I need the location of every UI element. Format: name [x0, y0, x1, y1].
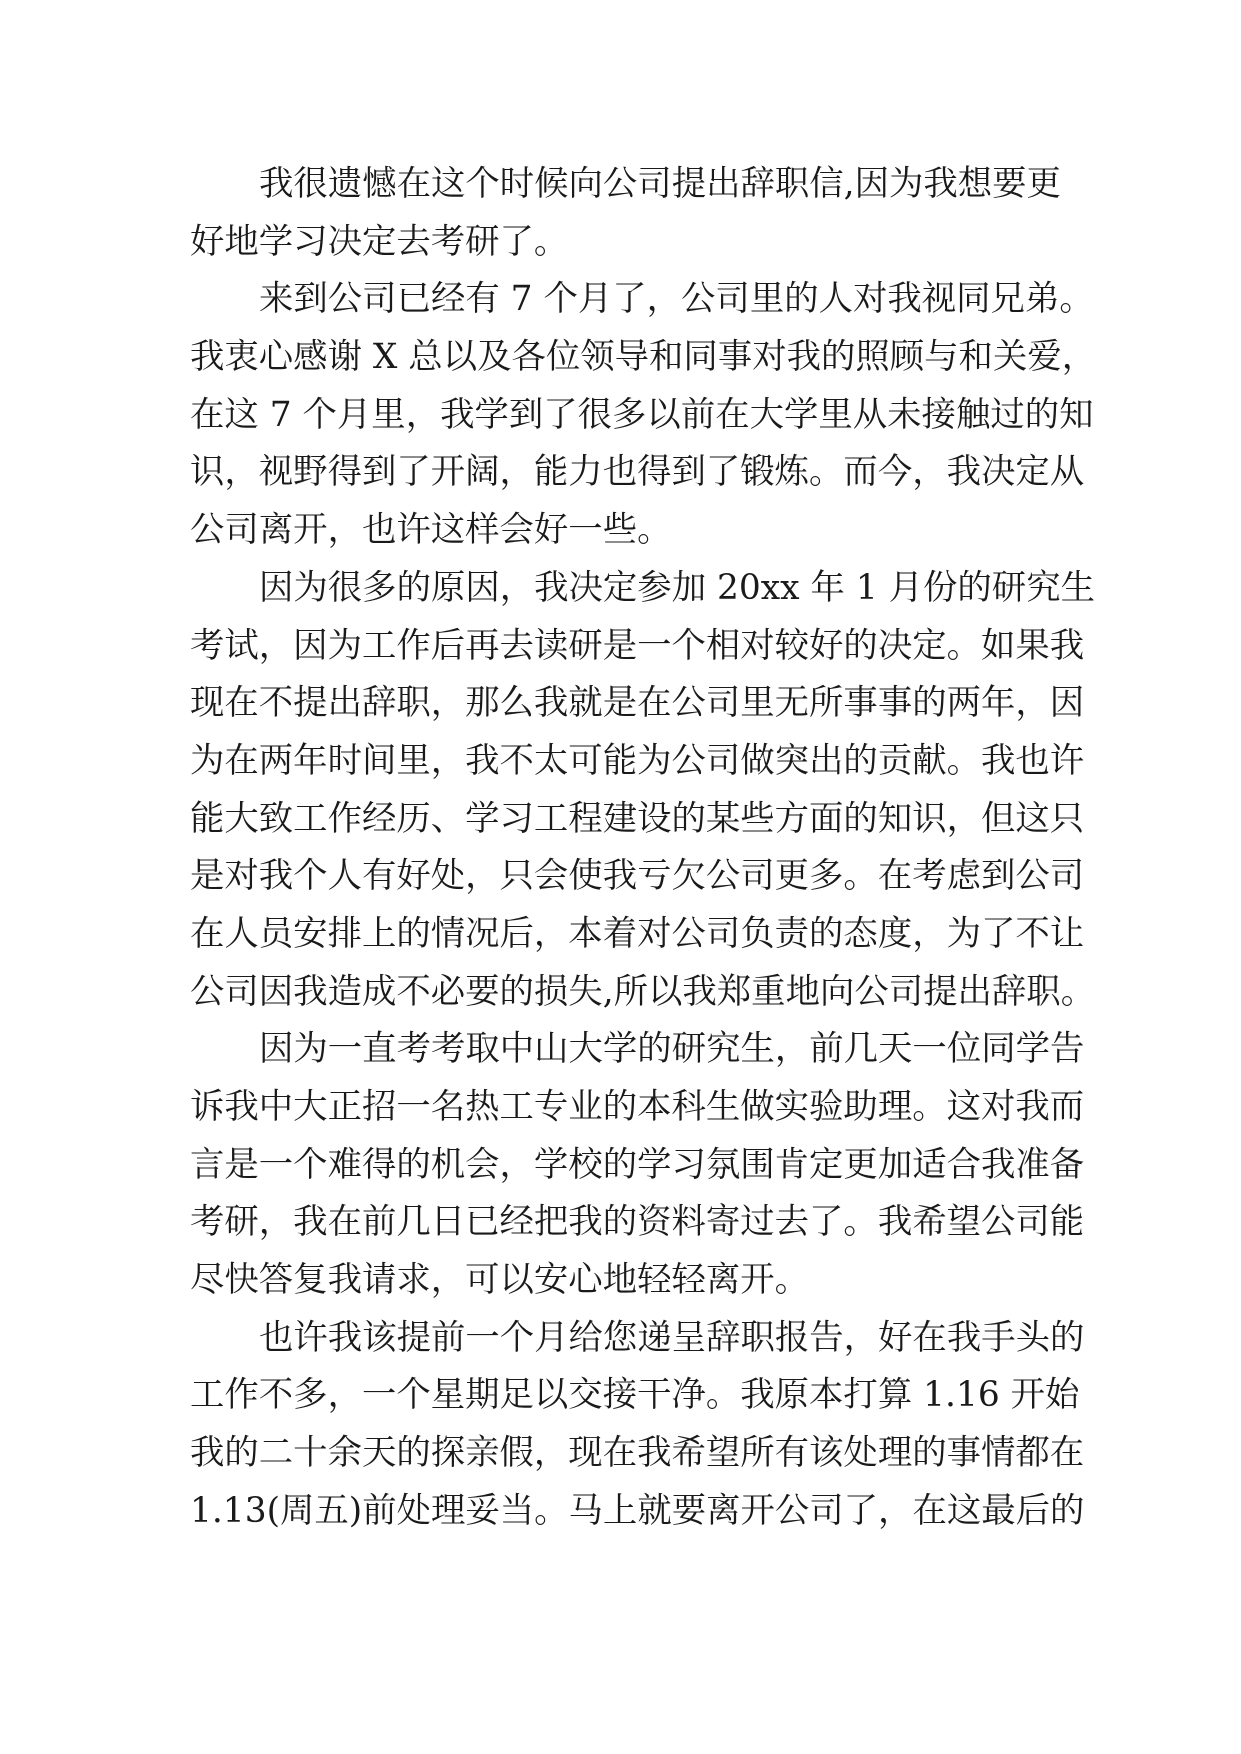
text-line: 尽快答复我请求，可以安心地轻轻离开。 — [190, 1260, 810, 1301]
text-line: 考研，我在前几日已经把我的资料寄过去了。我希望公司能 — [190, 1202, 1085, 1243]
text-line: 因为很多的原因，我决定参加 20xx 年 1 月份的研究生 — [259, 567, 1095, 608]
text-line: 识，视野得到了开阔，能力也得到了锻炼。而今，我决定从 — [190, 452, 1085, 493]
text-line: 在人员安排上的情况后，本着对公司负责的态度，为了不让 — [190, 913, 1085, 954]
text-line: 来到公司已经有 7 个月了，公司里的人对我视同兄弟。 — [259, 279, 1094, 320]
paragraph-2 — [190, 271, 1097, 559]
text-line: 诉我中大正招一名热工专业的本科生做实验助理。这对我而 — [190, 1087, 1085, 1127]
text-line: 公司因我造成不必要的损失,所以我郑重地向公司提出辞职。 — [190, 971, 1096, 1012]
paragraph-1 — [190, 156, 1060, 271]
text-line: 考试，因为工作后再去读研是一个相对较好的决定。如果我 — [190, 625, 1085, 666]
text-line: 能大致工作经历、学习工程建设的某些方面的知识，但这只 — [190, 798, 1085, 839]
text-line: 为在两年时间里，我不太可能为公司做突出的贡献。我也许 — [190, 740, 1085, 781]
text-line: 是对我个人有好处，只会使我亏欠公司更多。在考虑到公司 — [190, 856, 1085, 897]
text-line: 我的二十余天的探亲假，现在我希望所有该处理的事情都在 — [190, 1433, 1085, 1474]
text-line: 因为一直考考取中山大学的研究生，前几天一位同学告 — [259, 1029, 1085, 1070]
text-line: 1.13(周五)前处理妥当。马上就要离开公司了，在这最后的 — [190, 1490, 1085, 1531]
text-line: 我衷心感谢 X 总以及各位领导和同事对我的照顾与和关爱， — [190, 337, 1097, 378]
text-line: 好地学习决定去考研了。 — [190, 221, 569, 262]
text-line: 现在不提出辞职，那么我就是在公司里无所事事的两年，因 — [190, 683, 1085, 724]
text-line: 言是一个难得的机会，学校的学习氛围肯定更加适合我准备 — [190, 1144, 1085, 1185]
letter-body — [190, 156, 1097, 1541]
text-line: 我很遗憾在这个时候向公司提出辞职信,因为我想要更 — [259, 164, 1061, 204]
text-line: 公司离开，也许这样会好一些。 — [190, 510, 672, 551]
paragraph-5 — [190, 1310, 1085, 1541]
text-line: 也许我该提前一个月给您递呈辞职报告，好在我手头的 — [259, 1317, 1085, 1358]
text-line: 在这 7 个月里，我学到了很多以前在大学里从未接触过的知 — [190, 394, 1094, 435]
paragraph-4 — [190, 1021, 1085, 1309]
paragraph-3 — [190, 560, 1096, 1022]
text-line: 工作不多，一个星期足以交接干净。我原本打算 1.16 开始 — [190, 1375, 1080, 1416]
